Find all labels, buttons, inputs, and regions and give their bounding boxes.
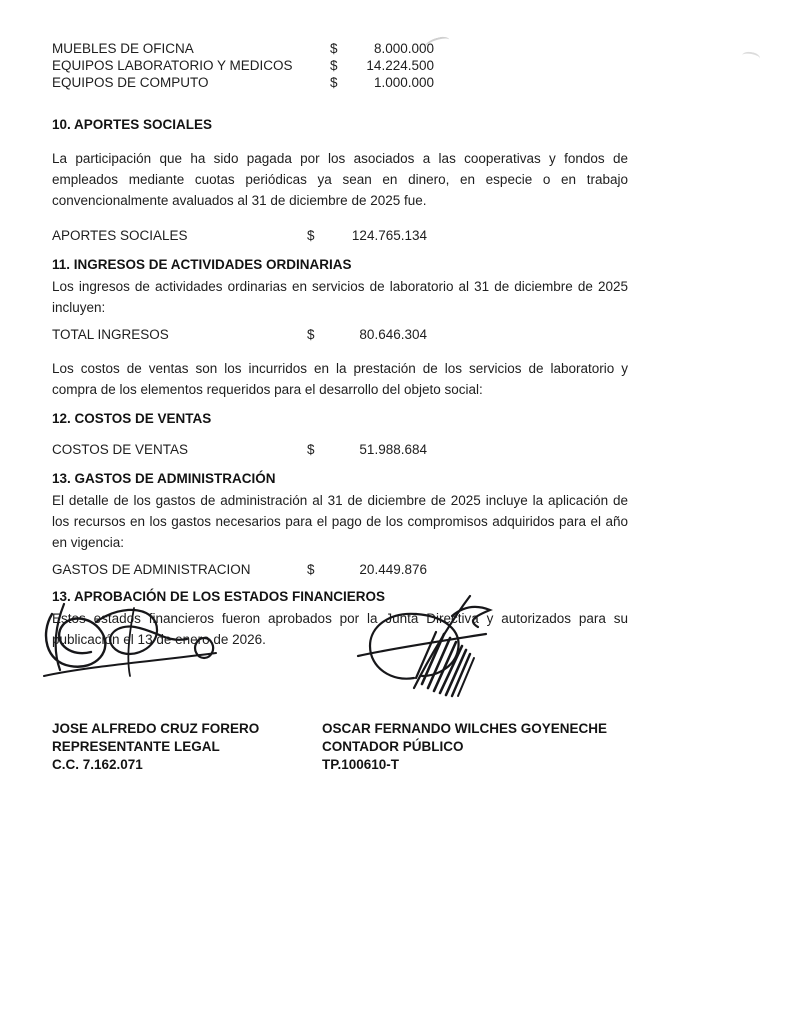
row-amount: 51.988.684 bbox=[359, 442, 427, 457]
signatory-name: OSCAR FERNANDO WILCHES GOYENECHE bbox=[322, 721, 608, 736]
document-content bbox=[52, 40, 628, 774]
money-row-gastos bbox=[52, 561, 628, 578]
signatory-id: C.C. 7.162.071 bbox=[52, 757, 143, 772]
currency-symbol: $ bbox=[330, 58, 338, 73]
row-amount: 14.224.500 bbox=[366, 58, 434, 73]
section-heading-aprobacion: 13. APROBACIÓN DE LOS ESTADOS FINANCIEROS bbox=[52, 589, 386, 604]
row-amount: 8.000.000 bbox=[373, 41, 434, 56]
signatory-representante bbox=[52, 720, 322, 774]
scan-artifact bbox=[741, 51, 760, 64]
paragraph-costos-intro: Los costos de ventas son los incurridos en la prestación de los servicios de laboratorio y compra de los elementos requeridos para el desarrollo del objeto social: bbox=[52, 361, 628, 397]
currency-symbol: $ bbox=[330, 41, 338, 56]
currency-symbol: $ bbox=[307, 442, 315, 457]
currency-symbol: $ bbox=[307, 228, 315, 243]
row-amount: 1.000.000 bbox=[373, 75, 434, 90]
paragraph-aportes: La participación que ha sido pagada por los asociados a las cooperativas y fondos de empleados mediante cuotas periódicas ya sean en dinero, en especie o en trabajo convencionalmente avaluados al 31 de diciembre de 2025 fue. bbox=[52, 151, 628, 208]
signatory-title: REPRESENTANTE LEGAL bbox=[52, 739, 220, 754]
row-amount: 124.765.134 bbox=[351, 228, 427, 243]
paragraph-ingresos: Los ingresos de actividades ordinarias en servicios de laboratorio al 31 de diciembre de 2025 incluyen: bbox=[52, 279, 628, 315]
row-label: COSTOS DE VENTAS bbox=[52, 442, 189, 457]
paragraph-gastos: El detalle de los gastos de administración al 31 de diciembre de 2025 incluye la aplicación de los recursos en los gastos necesarios para el pago de los compromisos adquiridos para el año en vigencia: bbox=[52, 493, 628, 550]
signatory-contador bbox=[322, 720, 607, 774]
row-label: EQUIPOS DE COMPUTO bbox=[52, 75, 209, 90]
money-row-aportes bbox=[52, 227, 628, 244]
currency-symbol: $ bbox=[307, 562, 315, 577]
asset-table bbox=[52, 40, 628, 91]
money-row-costos bbox=[52, 441, 628, 458]
currency-symbol: $ bbox=[330, 75, 338, 90]
signatory-title: CONTADOR PÚBLICO bbox=[322, 739, 464, 754]
money-row-total-ingresos bbox=[52, 326, 628, 343]
row-amount: 20.449.876 bbox=[359, 562, 427, 577]
row-amount: 80.646.304 bbox=[359, 327, 427, 342]
row-label: TOTAL INGRESOS bbox=[52, 327, 169, 342]
currency-symbol: $ bbox=[307, 327, 315, 342]
section-heading-aportes: 10. APORTES SOCIALES bbox=[52, 117, 213, 132]
signatory-name: JOSE ALFREDO CRUZ FORERO bbox=[52, 721, 260, 736]
table-row bbox=[52, 74, 628, 91]
paragraph-aprobacion: Estos estados financieros fueron aprobados por la Junta Directiva y autorizados para su publicación el 13 de enero de 2026. bbox=[52, 611, 628, 647]
section-heading-gastos: 13. GASTOS DE ADMINISTRACIÓN bbox=[52, 471, 276, 486]
row-label: EQUIPOS LABORATORIO Y MEDICOS bbox=[52, 58, 293, 73]
signatory-id: TP.100610-T bbox=[322, 757, 400, 772]
row-label: GASTOS DE ADMINISTRACION bbox=[52, 562, 251, 577]
table-row bbox=[52, 57, 628, 74]
table-row bbox=[52, 40, 628, 57]
row-label: APORTES SOCIALES bbox=[52, 228, 188, 243]
section-heading-ingresos: 11. INGRESOS DE ACTIVIDADES ORDINARIAS bbox=[52, 257, 352, 272]
section-heading-costos: 12. COSTOS DE VENTAS bbox=[52, 411, 212, 426]
row-label: MUEBLES DE OFICNA bbox=[52, 41, 194, 56]
signature-block bbox=[52, 720, 628, 774]
